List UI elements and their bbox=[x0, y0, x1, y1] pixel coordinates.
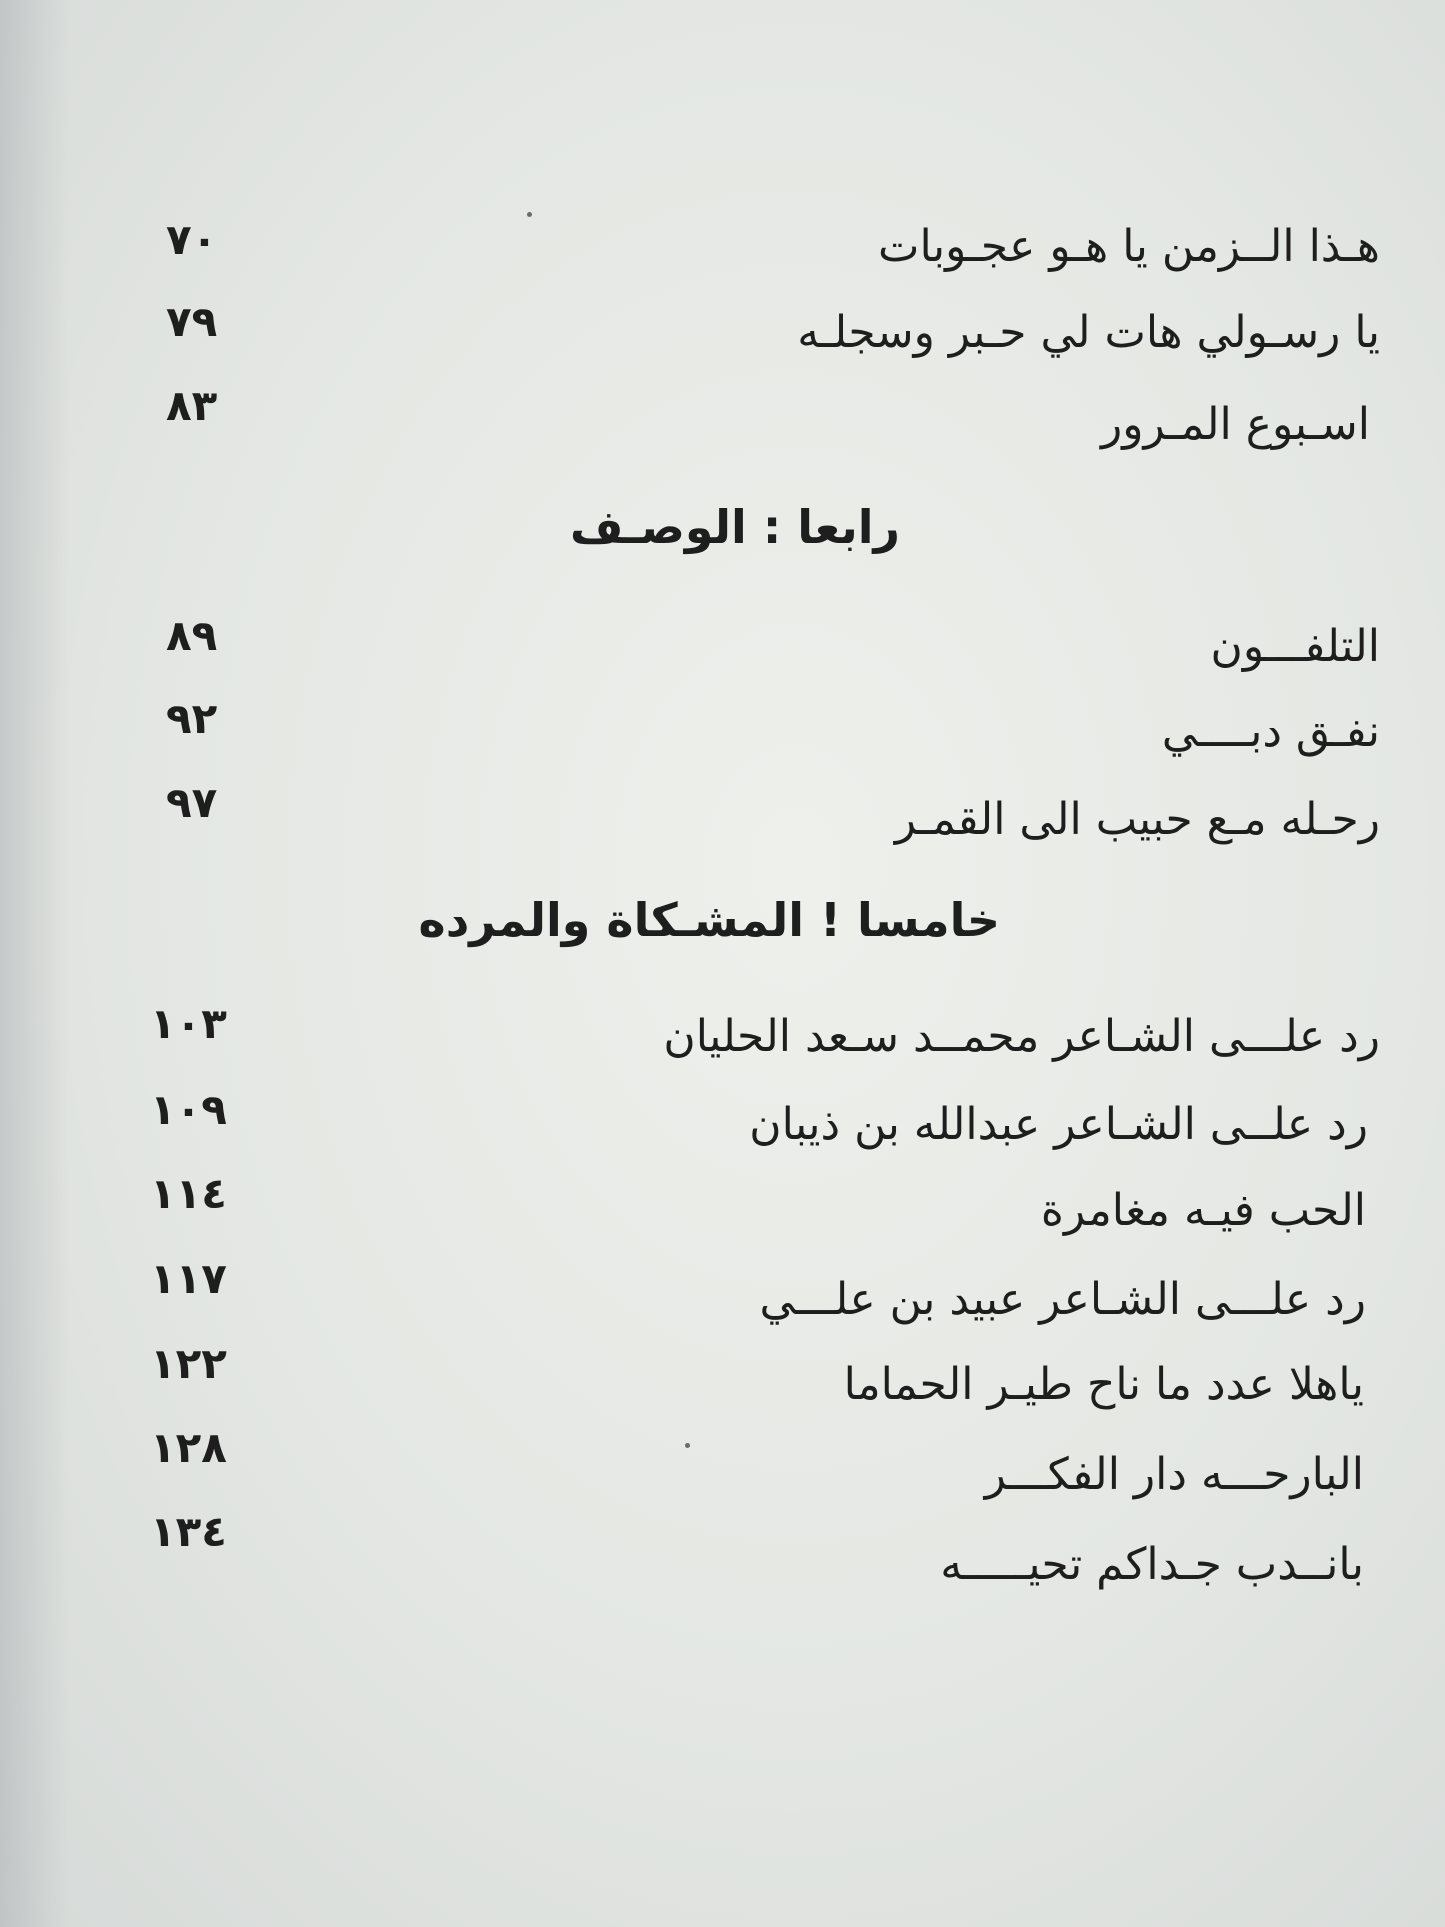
page-edge-shadow bbox=[0, 0, 70, 1927]
toc-entry bbox=[150, 778, 1380, 855]
toc-entry bbox=[150, 999, 1380, 1072]
entry-page: ١٢٢ bbox=[150, 1339, 227, 1388]
entry-page: ١٠٣ bbox=[150, 999, 227, 1048]
entry-title: رد علـــى الشـاعر محمــد سـعد الحليان bbox=[663, 1011, 1380, 1062]
entry-page: ١٢٨ bbox=[150, 1423, 227, 1472]
entry-page: ٧٠ bbox=[166, 215, 218, 264]
toc-entry bbox=[150, 1339, 1380, 1420]
entry-page: ٨٣ bbox=[166, 381, 218, 430]
entry-page: ٩٢ bbox=[166, 694, 218, 743]
entry-title: الحب فيـه مغامرة bbox=[1040, 1185, 1366, 1236]
toc-entry bbox=[150, 298, 1380, 368]
entry-page: ١١٧ bbox=[150, 1254, 227, 1303]
entry-title: نفـق دبــــي bbox=[1161, 706, 1380, 757]
entry-title: ياهلا عدد ما ناح طيـر الحماما bbox=[843, 1359, 1364, 1410]
entry-title: البارحـــه دار الفكـــر bbox=[984, 1449, 1364, 1500]
toc-entry bbox=[150, 381, 1380, 460]
toc-entry bbox=[150, 1085, 1380, 1160]
entry-page: ١٠٩ bbox=[150, 1085, 227, 1134]
section-heading: خامسا ! المشـكاة والمرده bbox=[418, 893, 1000, 947]
section-heading: رابعا : الوصـف bbox=[569, 500, 900, 554]
entry-title: اسـبوع المـرور bbox=[1101, 399, 1370, 450]
entry-title: بانــدب جـداكم تحيـــــه bbox=[940, 1539, 1364, 1590]
entry-title: يا رسـولي هات لي حـبر وسجلـه bbox=[797, 307, 1380, 358]
toc-entry bbox=[150, 1254, 1380, 1335]
toc-entry bbox=[150, 212, 1380, 282]
entry-page: ٨٩ bbox=[166, 611, 218, 660]
entry-title: رد علــى الشـاعر عبدالله بن ذيبان bbox=[749, 1099, 1368, 1150]
paper-speck bbox=[527, 212, 532, 217]
entry-page: ٩٧ bbox=[166, 778, 218, 827]
entry-page: ١١٤ bbox=[150, 1169, 227, 1218]
toc-entry bbox=[150, 1507, 1380, 1600]
paper-speck bbox=[685, 1443, 690, 1448]
entry-title: التلفـــون bbox=[1210, 621, 1380, 672]
entry-title: رد علـــى الشـاعر عبيد بن علـــي bbox=[759, 1274, 1366, 1325]
toc-entry bbox=[150, 612, 1380, 682]
toc-entry bbox=[150, 694, 1380, 767]
toc-entry bbox=[150, 1169, 1380, 1246]
entry-page: ١٣٤ bbox=[150, 1507, 227, 1556]
toc-entry bbox=[150, 1423, 1380, 1510]
entry-title: رحـله مـع حبيب الى القمـر bbox=[894, 794, 1380, 845]
entry-page: ٧٩ bbox=[166, 297, 218, 346]
entry-title: هـذا الــزمن يا هـو عجـوبات bbox=[878, 221, 1380, 272]
